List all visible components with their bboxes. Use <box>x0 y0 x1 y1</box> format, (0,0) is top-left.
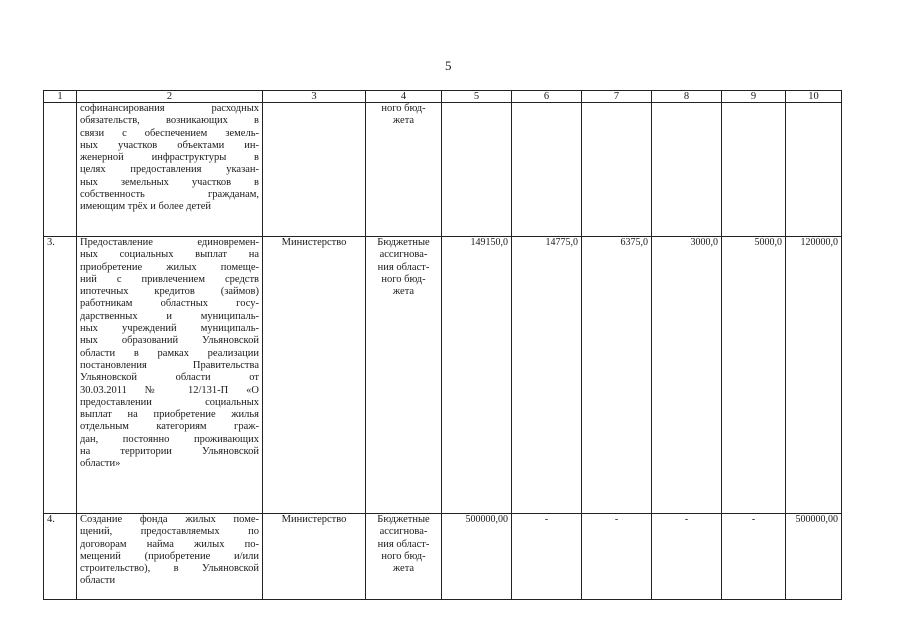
description-cell <box>77 103 263 237</box>
description-line: ных социальных выплат на <box>80 249 259 261</box>
description-line: связи с обеспечением земель- <box>80 127 259 139</box>
description-line: обязательств, возникающих в <box>80 115 259 127</box>
description-line: договорам найма жилых по- <box>80 538 259 550</box>
funding-source-line: жета <box>392 286 415 298</box>
description-line: женерной инфраструктуры в <box>80 152 259 164</box>
column-header: 7 <box>582 91 652 103</box>
funding-source-cell <box>366 514 442 600</box>
table-row <box>44 237 842 514</box>
amount-cell: 6375,0 <box>582 237 652 514</box>
description-line: выплат на приобретение жилья <box>80 409 259 421</box>
table-row <box>44 103 842 237</box>
amount-cell: - <box>512 514 582 600</box>
row-number-cell: 3. <box>44 237 77 514</box>
funding-source-line: Бюджетные <box>377 237 430 248</box>
description-line: дан, постоянно проживающих <box>80 433 259 445</box>
amount-cell: 500000,00 <box>442 514 512 600</box>
executor-cell: Министерство <box>263 237 366 514</box>
column-header: 4 <box>366 91 442 103</box>
description-line: Создание фонда жилых поме- <box>80 514 259 525</box>
description-line: ний с привлечением средств <box>80 273 259 285</box>
description-line: отдельным категориям граж- <box>80 421 259 433</box>
description-line: на территории Ульяновской <box>80 446 259 458</box>
executor-cell <box>263 103 366 237</box>
description-line: постановления Правительства <box>80 359 259 371</box>
amount-cell: - <box>582 514 652 600</box>
description-line: работникам областных госу- <box>80 298 259 310</box>
description-line: мещений (приобретение и/или <box>80 550 259 562</box>
amount-cell: 3000,0 <box>652 237 722 514</box>
row-number-cell <box>44 103 77 237</box>
funding-source-line: ного бюд- <box>381 103 426 114</box>
amount-cell: 14775,0 <box>512 237 582 514</box>
funding-source-line: ния област- <box>377 538 430 550</box>
description-line: 30.03.2011 № 12/131-П «О <box>80 384 259 396</box>
funding-source-line: ного бюд- <box>381 273 426 285</box>
amount-cell: 149150,0 <box>442 237 512 514</box>
description-line: области в рамках реализации <box>80 347 259 359</box>
funding-source-line: ного бюд- <box>381 550 426 562</box>
description-line: целях предоставления указан- <box>80 164 259 176</box>
funding-source-line: жета <box>392 115 415 127</box>
description-line: софинансирования расходных <box>80 103 259 114</box>
description-line: щений, предоставляемых по <box>80 526 259 538</box>
amount-cell <box>722 103 786 237</box>
funding-source-line: ния област- <box>377 261 430 273</box>
description-line: ных учреждений муниципаль- <box>80 323 259 335</box>
amount-cell: 120000,0 <box>786 237 842 514</box>
header-row <box>44 91 842 103</box>
funding-source-line: ассигнова- <box>379 526 428 538</box>
amount-cell <box>512 103 582 237</box>
column-header: 2 <box>77 91 263 103</box>
column-header: 9 <box>722 91 786 103</box>
program-table <box>43 90 842 600</box>
description-line: ных образований Ульяновской <box>80 335 259 347</box>
column-header: 1 <box>44 91 77 103</box>
description-line: имеющим трёх и более детей <box>80 201 211 213</box>
amount-cell <box>786 103 842 237</box>
amount-cell <box>442 103 512 237</box>
column-header: 3 <box>263 91 366 103</box>
amount-cell: 500000,00 <box>786 514 842 600</box>
column-header: 6 <box>512 91 582 103</box>
amount-cell: - <box>652 514 722 600</box>
funding-source-line: Бюджетные <box>377 514 430 525</box>
description-line: строительство), в Ульяновской <box>80 563 259 575</box>
funding-source-line: жета <box>392 563 415 575</box>
description-line: ных участков объектами ин- <box>80 139 259 151</box>
description-line: ипотечных кредитов (займов) <box>80 286 259 298</box>
page-number: 5 <box>445 58 452 73</box>
description-line: предоставлении социальных <box>80 396 259 408</box>
amount-cell: 5000,0 <box>722 237 786 514</box>
description-line: области» <box>80 458 121 470</box>
amount-cell <box>582 103 652 237</box>
description-line: дарственных и муниципаль- <box>80 310 259 322</box>
executor-cell: Министерство <box>263 514 366 600</box>
description-line: области <box>80 575 116 587</box>
description-line: приобретение жилых помеще- <box>80 261 259 273</box>
row-number-cell: 4. <box>44 514 77 600</box>
column-header: 8 <box>652 91 722 103</box>
column-header: 10 <box>786 91 842 103</box>
description-line: Ульяновской области от <box>80 372 259 384</box>
description-line: Предоставление единовремен- <box>80 237 259 248</box>
column-header: 5 <box>442 91 512 103</box>
description-line: собственность гражданам, <box>80 189 259 201</box>
description-cell <box>77 514 263 600</box>
description-line: ных земельных участков в <box>80 176 259 188</box>
amount-cell: - <box>722 514 786 600</box>
funding-source-cell <box>366 237 442 514</box>
funding-source-cell <box>366 103 442 237</box>
amount-cell <box>652 103 722 237</box>
funding-source-line: ассигнова- <box>379 249 428 261</box>
table-row <box>44 514 842 600</box>
description-cell <box>77 237 263 514</box>
